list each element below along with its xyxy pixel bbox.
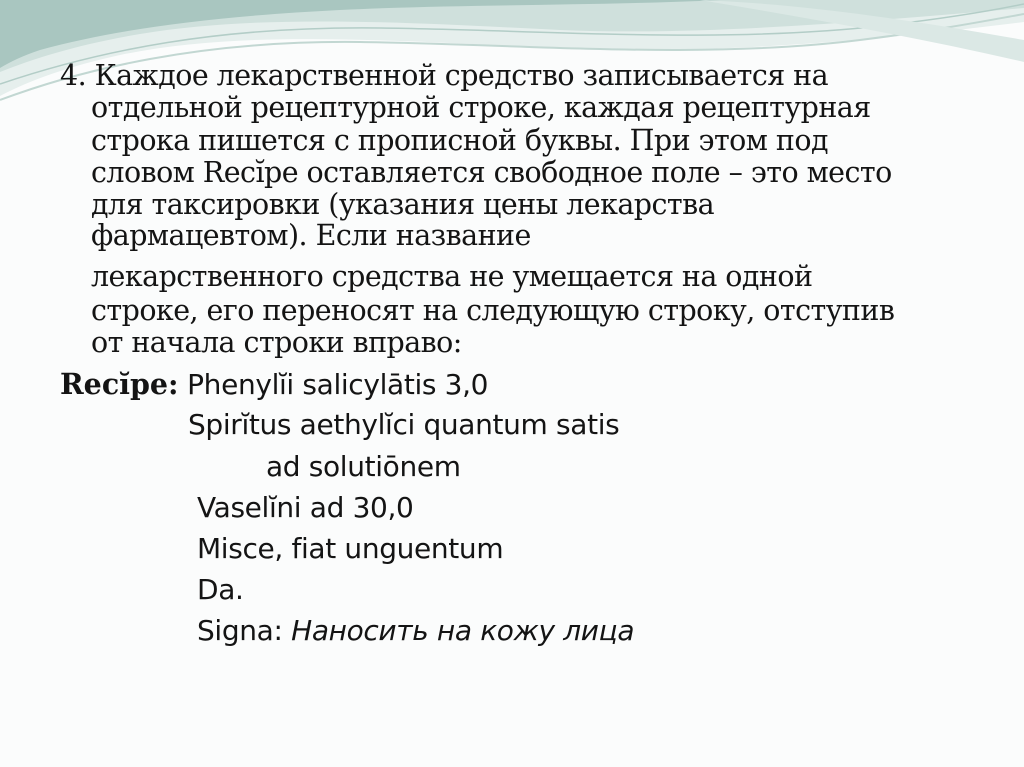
recipe-line-ad-solutionem: ad solutiōnem [266,450,461,483]
paragraph-line-1: 4. Каждое лекарственной средство записывается на [60,59,829,92]
recipe-signa-line [197,614,634,648]
recipe-line-spiritus: Spirĭtus aethylĭci quantum satis [188,408,620,441]
recipe-line-misce: Misce, fiat unguentum [197,532,504,565]
paragraph-line-5: для таксировки (указания цены лекарства [91,188,715,221]
recipe-line-da: Da. [197,573,244,606]
paragraph-line-4: словом Recĭpe оставляется свободное поле – это место [91,156,892,189]
paragraph-line-3: строка пишется с прописной буквы. При этом под [91,124,828,157]
paragraph-line-9: от начала строки вправо: [91,326,462,359]
paragraph-line-7: лекарственного средства не умещается на одной [91,260,813,293]
signa-text: Наносить на кожу лица [282,614,635,647]
recipe-label: Recĭpe: [60,367,179,401]
paragraph-line-2: отдельной рецептурной строке, каждая рецептурная [91,91,871,124]
recipe-first-line [60,367,488,402]
paragraph-line-8: строке, его переносят на следующую строку, отступив [91,294,895,327]
recipe-line-vaselini: Vaselĭni ad 30,0 [197,491,414,524]
paragraph-line-6: фармацевтом). Если название [91,219,531,252]
signa-label: Signa: [197,614,283,647]
recipe-first-ingredient: Phenylĭi salicylātis 3,0 [178,368,489,401]
